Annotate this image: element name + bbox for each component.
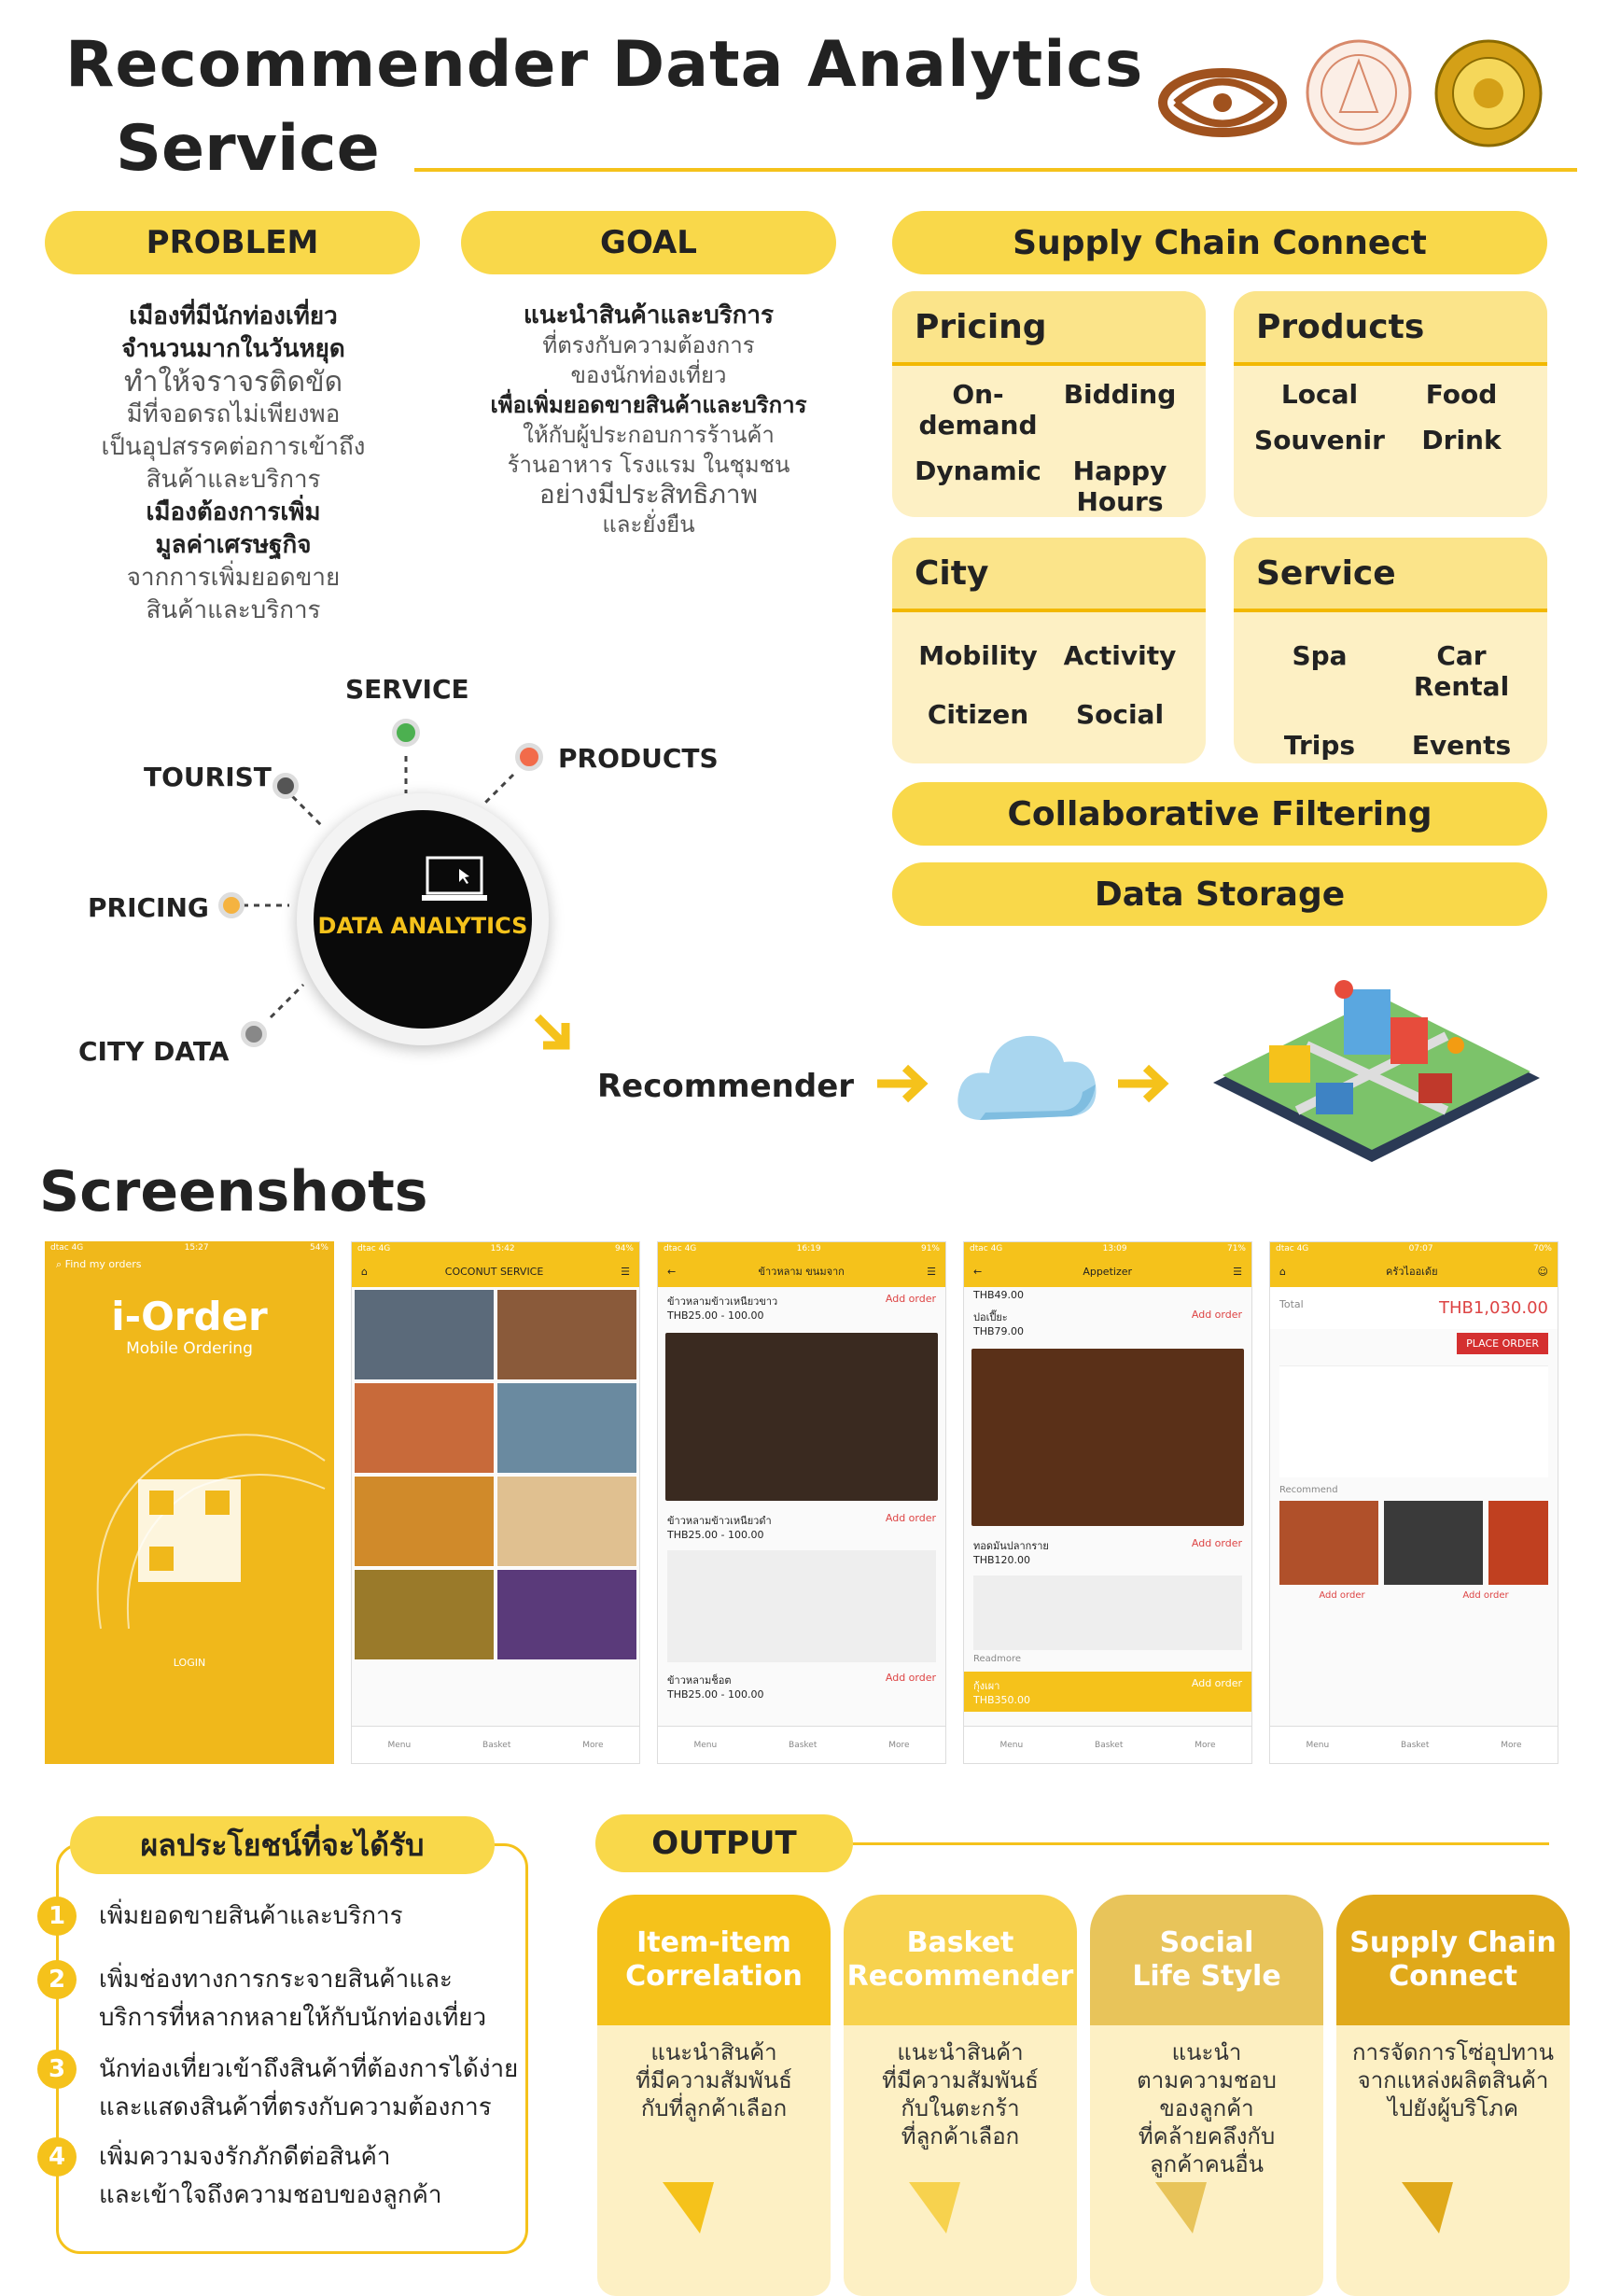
title-underline	[414, 168, 1577, 172]
logo-1	[1157, 51, 1288, 154]
menu-thumb[interactable]	[496, 1569, 637, 1660]
benefit-item: 2 เพิ่มช่องทางการกระจายสินค้าและ บริการที่หลากหลายให้กับนักท่องเที่ยว	[37, 1960, 486, 2037]
recommend-item: กุ้งเผา THB350.00 Add order	[964, 1672, 1251, 1712]
status-bar: dtac 4G 16:19 91%	[658, 1242, 945, 1255]
output-col-2	[844, 1926, 1077, 2296]
output-title: Basket Recommender	[844, 1895, 1077, 2025]
products-dot-icon	[515, 743, 543, 771]
recommender-label: Recommender	[597, 1068, 855, 1105]
card-item: Bidding	[1063, 379, 1177, 410]
arrow-down-right-icon	[530, 1010, 577, 1057]
login-button[interactable]: LOGIN	[173, 1657, 206, 1669]
menu-thumb[interactable]	[496, 1382, 637, 1474]
status-bar: dtac 4G 07:07 70%	[1270, 1242, 1558, 1255]
output-body: แนะนำสินค้า ที่มีความสัมพันธ์ กับที่ลูกค้าเลือก	[636, 2039, 792, 2121]
card-item: Spa	[1292, 640, 1348, 671]
tab-bar	[1270, 1726, 1558, 1763]
data-analytics-label: DATA ANALYTICS	[317, 913, 528, 939]
menu-thumb[interactable]	[354, 1476, 495, 1567]
arrow-right-icon	[873, 1060, 931, 1107]
output-underline	[853, 1842, 1549, 1845]
pricing-dot-icon	[218, 892, 245, 918]
find-orders-link[interactable]: ⌕ Find my orders	[56, 1258, 142, 1270]
list-item: ปอเปี๊ยะ THB79.00 Add order	[973, 1309, 1242, 1337]
screenshot-basket	[1269, 1241, 1558, 1764]
recommend-thumb[interactable]	[1488, 1501, 1548, 1585]
app-illustration	[45, 1367, 334, 1647]
add-order-button[interactable]: Add order	[885, 1293, 936, 1305]
card-item: Souvenir	[1254, 425, 1385, 455]
output-title: Item-item Correlation	[597, 1895, 831, 2025]
tab-bar	[352, 1726, 639, 1763]
screenshots-title: Screenshots	[39, 1159, 428, 1225]
tab-basket[interactable]: Basket	[1401, 1740, 1430, 1750]
list-item: ข้าวหลามข้าวเหนียวดำ THB25.00 - 100.00 Add order	[667, 1512, 936, 1541]
card-item: Happy Hours	[1072, 455, 1167, 517]
search-icon: ⌕	[56, 1258, 65, 1270]
laptop-icon	[420, 854, 489, 906]
logo-3	[1432, 37, 1544, 149]
add-order-button[interactable]: Add order	[1191, 1677, 1242, 1689]
card-title: Products	[1234, 291, 1547, 366]
goal-label: GOAL	[461, 211, 836, 274]
menu-thumb[interactable]	[496, 1476, 637, 1567]
list-item: ข้าวหลามช็อต THB25.00 - 100.00 Add order	[667, 1672, 936, 1701]
menu-thumb[interactable]	[354, 1569, 495, 1660]
tab-more[interactable]: More	[1195, 1740, 1216, 1750]
output-body: แนะนำ ตามความชอบ ของลูกค้า ที่คล้ายคลึงกับ ลูกค้าคนอื่น	[1137, 2039, 1277, 2177]
readmore-link[interactable]: Readmore	[973, 1654, 1022, 1664]
card-title: Pricing	[892, 291, 1206, 366]
tab-more[interactable]: More	[1501, 1740, 1522, 1750]
tab-menu[interactable]: Menu	[999, 1740, 1024, 1750]
tab-more[interactable]: More	[888, 1740, 910, 1750]
output-col-4	[1336, 1926, 1570, 2296]
tab-bar	[658, 1726, 945, 1763]
add-order-button[interactable]: Add order	[1191, 1537, 1242, 1549]
service-dot-icon	[392, 719, 420, 747]
tab-menu[interactable]: Menu	[1306, 1740, 1330, 1750]
app-header: ← ข้าวหลาม ขนมจาก ☰	[658, 1255, 945, 1287]
screenshot-appetizer	[963, 1241, 1252, 1764]
app-header: ⌂ ครัวไออเด้ย ☺	[1270, 1255, 1558, 1287]
supply-chain-label: Supply Chain Connect	[892, 211, 1547, 274]
tab-more[interactable]: More	[582, 1740, 604, 1750]
user-icon[interactable]: ☺	[1537, 1265, 1548, 1278]
output-title: Social Life Style	[1090, 1895, 1323, 2025]
card-service	[1234, 538, 1547, 763]
tab-bar	[964, 1726, 1251, 1763]
add-order-button[interactable]: Add order	[1191, 1309, 1242, 1321]
card-item: Drink	[1421, 425, 1502, 455]
menu-thumb[interactable]	[496, 1289, 637, 1380]
page-title-line2: Service	[116, 112, 380, 186]
city-data-label: CITY DATA	[78, 1036, 230, 1067]
back-icon[interactable]: ←	[973, 1265, 983, 1278]
status-bar: dtac 4G 15:42 94%	[352, 1242, 639, 1255]
products-label: PRODUCTS	[558, 743, 719, 774]
card-item: Dynamic	[915, 455, 1041, 486]
output-label: OUTPUT	[595, 1814, 853, 1872]
card-item: Food	[1425, 379, 1498, 410]
food-image	[665, 1333, 938, 1501]
tab-menu[interactable]: Menu	[387, 1740, 412, 1750]
add-order-button[interactable]: Add order	[1462, 1590, 1509, 1601]
app-name: i-Order	[111, 1294, 268, 1339]
tab-basket[interactable]: Basket	[789, 1740, 817, 1750]
benefit-item: 1 เพิ่มยอดขายสินค้าและบริการ	[37, 1897, 403, 1936]
output-col-1	[597, 1926, 831, 2296]
goal-text: แนะนำสินค้าและบริการ ที่ตรงกับความต้องการ ของนักท่องเที่ยว เพื่อเพิ่มยอดขายสินค้าและบริการ ให้กับผู้ประกอบการร้านค้า ร้านอาหาร โรงแรม ในชุมชน อย่างมีประสิทธิภาพ และยั่งยืน	[490, 301, 807, 538]
service-label: SERVICE	[345, 674, 469, 705]
screenshot-menu	[351, 1241, 640, 1764]
place-order-button[interactable]: PLACE ORDER	[1457, 1333, 1548, 1354]
tab-basket[interactable]: Basket	[1095, 1740, 1124, 1750]
back-icon[interactable]: ←	[667, 1265, 677, 1278]
add-order-button[interactable]: Add order	[885, 1672, 936, 1684]
arrow-right-icon	[1114, 1060, 1172, 1107]
price-text: THB49.00	[973, 1289, 1025, 1301]
output-col-3	[1090, 1926, 1323, 2296]
card-item: Mobility	[918, 640, 1038, 671]
menu-thumb[interactable]	[354, 1382, 495, 1474]
benefit-label: ผลประโยชน์ที่จะได้รับ	[70, 1816, 495, 1874]
card-title: Service	[1234, 538, 1547, 612]
page-title: Recommender Data Analytics	[65, 28, 1144, 102]
card-title: City	[892, 538, 1206, 612]
problem-text: เมืองที่มีนักท่องเที่ยว จำนวนมากในวันหยุด ทำให้จราจรติดขัด มีที่จอดรถไม่เพียงพอ เป็นอุปสรรคต่อการเข้าถึง สินค้าและบริการ เมืองต้องการเพิ่ม มูลค่าเศรษฐกิจ จากการเพิ่มยอดขาย สินค้าและบริการ	[101, 302, 366, 624]
app-header: ← Appetizer ☰	[964, 1255, 1251, 1287]
status-bar: dtac 4G 13:09 71%	[964, 1242, 1251, 1255]
status-bar: dtac 4G 15:27 54%	[45, 1241, 334, 1254]
tab-basket[interactable]: Basket	[482, 1740, 511, 1750]
output-body: การจัดการโซ่อุปทาน จากแหล่งผลิตสินค้า ไปยังผู้บริโภค	[1352, 2039, 1554, 2121]
data-storage-label: Data Storage	[892, 862, 1547, 926]
card-item: Events	[1411, 730, 1512, 761]
collaborative-filtering-label: Collaborative Filtering	[892, 782, 1547, 846]
card-products	[1234, 291, 1547, 517]
home-icon[interactable]: ⌂	[361, 1265, 368, 1278]
output-title: Supply Chain Connect	[1336, 1895, 1570, 2025]
recommend-thumb[interactable]	[1279, 1501, 1378, 1585]
card-item: Car Rental	[1413, 640, 1510, 702]
app-subtitle: Mobile Ordering	[126, 1339, 253, 1358]
benefit-item: 4 เพิ่มความจงรักภักดีต่อสินค้า และเข้าใจถึงความชอบของลูกค้า	[37, 2137, 442, 2214]
card-item: On-demand	[918, 379, 1038, 441]
card-city	[892, 538, 1206, 763]
card-item: Activity	[1063, 640, 1177, 671]
home-icon[interactable]: ⌂	[1279, 1265, 1286, 1278]
tourist-dot-icon	[272, 773, 299, 799]
card-item: Citizen	[927, 699, 1029, 730]
list-item: ทอดมันปลากราย THB120.00 Add order	[973, 1537, 1242, 1566]
benefit-item: 3 นักท่องเที่ยวเข้าถึงสินค้าที่ต้องการได้ง่าย และแสดงสินค้าที่ตรงกับความต้องการ	[37, 2050, 518, 2126]
tab-menu[interactable]: Menu	[693, 1740, 718, 1750]
app-header: ⌂ COCONUT SERVICE ☰	[352, 1255, 639, 1287]
tourist-label: TOURIST	[144, 762, 272, 792]
card-item: Local	[1280, 379, 1359, 410]
menu-thumb[interactable]	[354, 1289, 495, 1380]
city-map-icon	[1204, 971, 1549, 1167]
logo-2	[1304, 37, 1414, 147]
recommend-thumb[interactable]	[1384, 1501, 1483, 1585]
problem-label: PROBLEM	[45, 211, 420, 274]
total-row: Total THB1,030.00	[1270, 1287, 1558, 1329]
food-image	[971, 1349, 1244, 1526]
pricing-label: PRICING	[88, 892, 209, 923]
screenshot-category	[657, 1241, 946, 1764]
cloud-icon	[952, 1008, 1101, 1139]
recommend-label: Recommend	[1279, 1485, 1338, 1495]
add-order-button[interactable]: Add order	[885, 1512, 936, 1524]
list-item: ข้าวหลามข้าวเหนียวขาว THB25.00 - 100.00 Add order	[667, 1293, 936, 1322]
output-body: แนะนำสินค้า ที่มีความสัมพันธ์ กับในตะกร้า ที่ลูกค้าเลือก	[882, 2039, 1039, 2149]
card-pricing	[892, 291, 1206, 517]
city-dot-icon	[241, 1021, 267, 1047]
output-pointers	[597, 2182, 1570, 2238]
add-order-button[interactable]: Add order	[1319, 1590, 1365, 1601]
card-item: Social	[1075, 699, 1165, 730]
screenshot-splash	[45, 1241, 334, 1764]
card-item: Trips	[1283, 730, 1356, 761]
